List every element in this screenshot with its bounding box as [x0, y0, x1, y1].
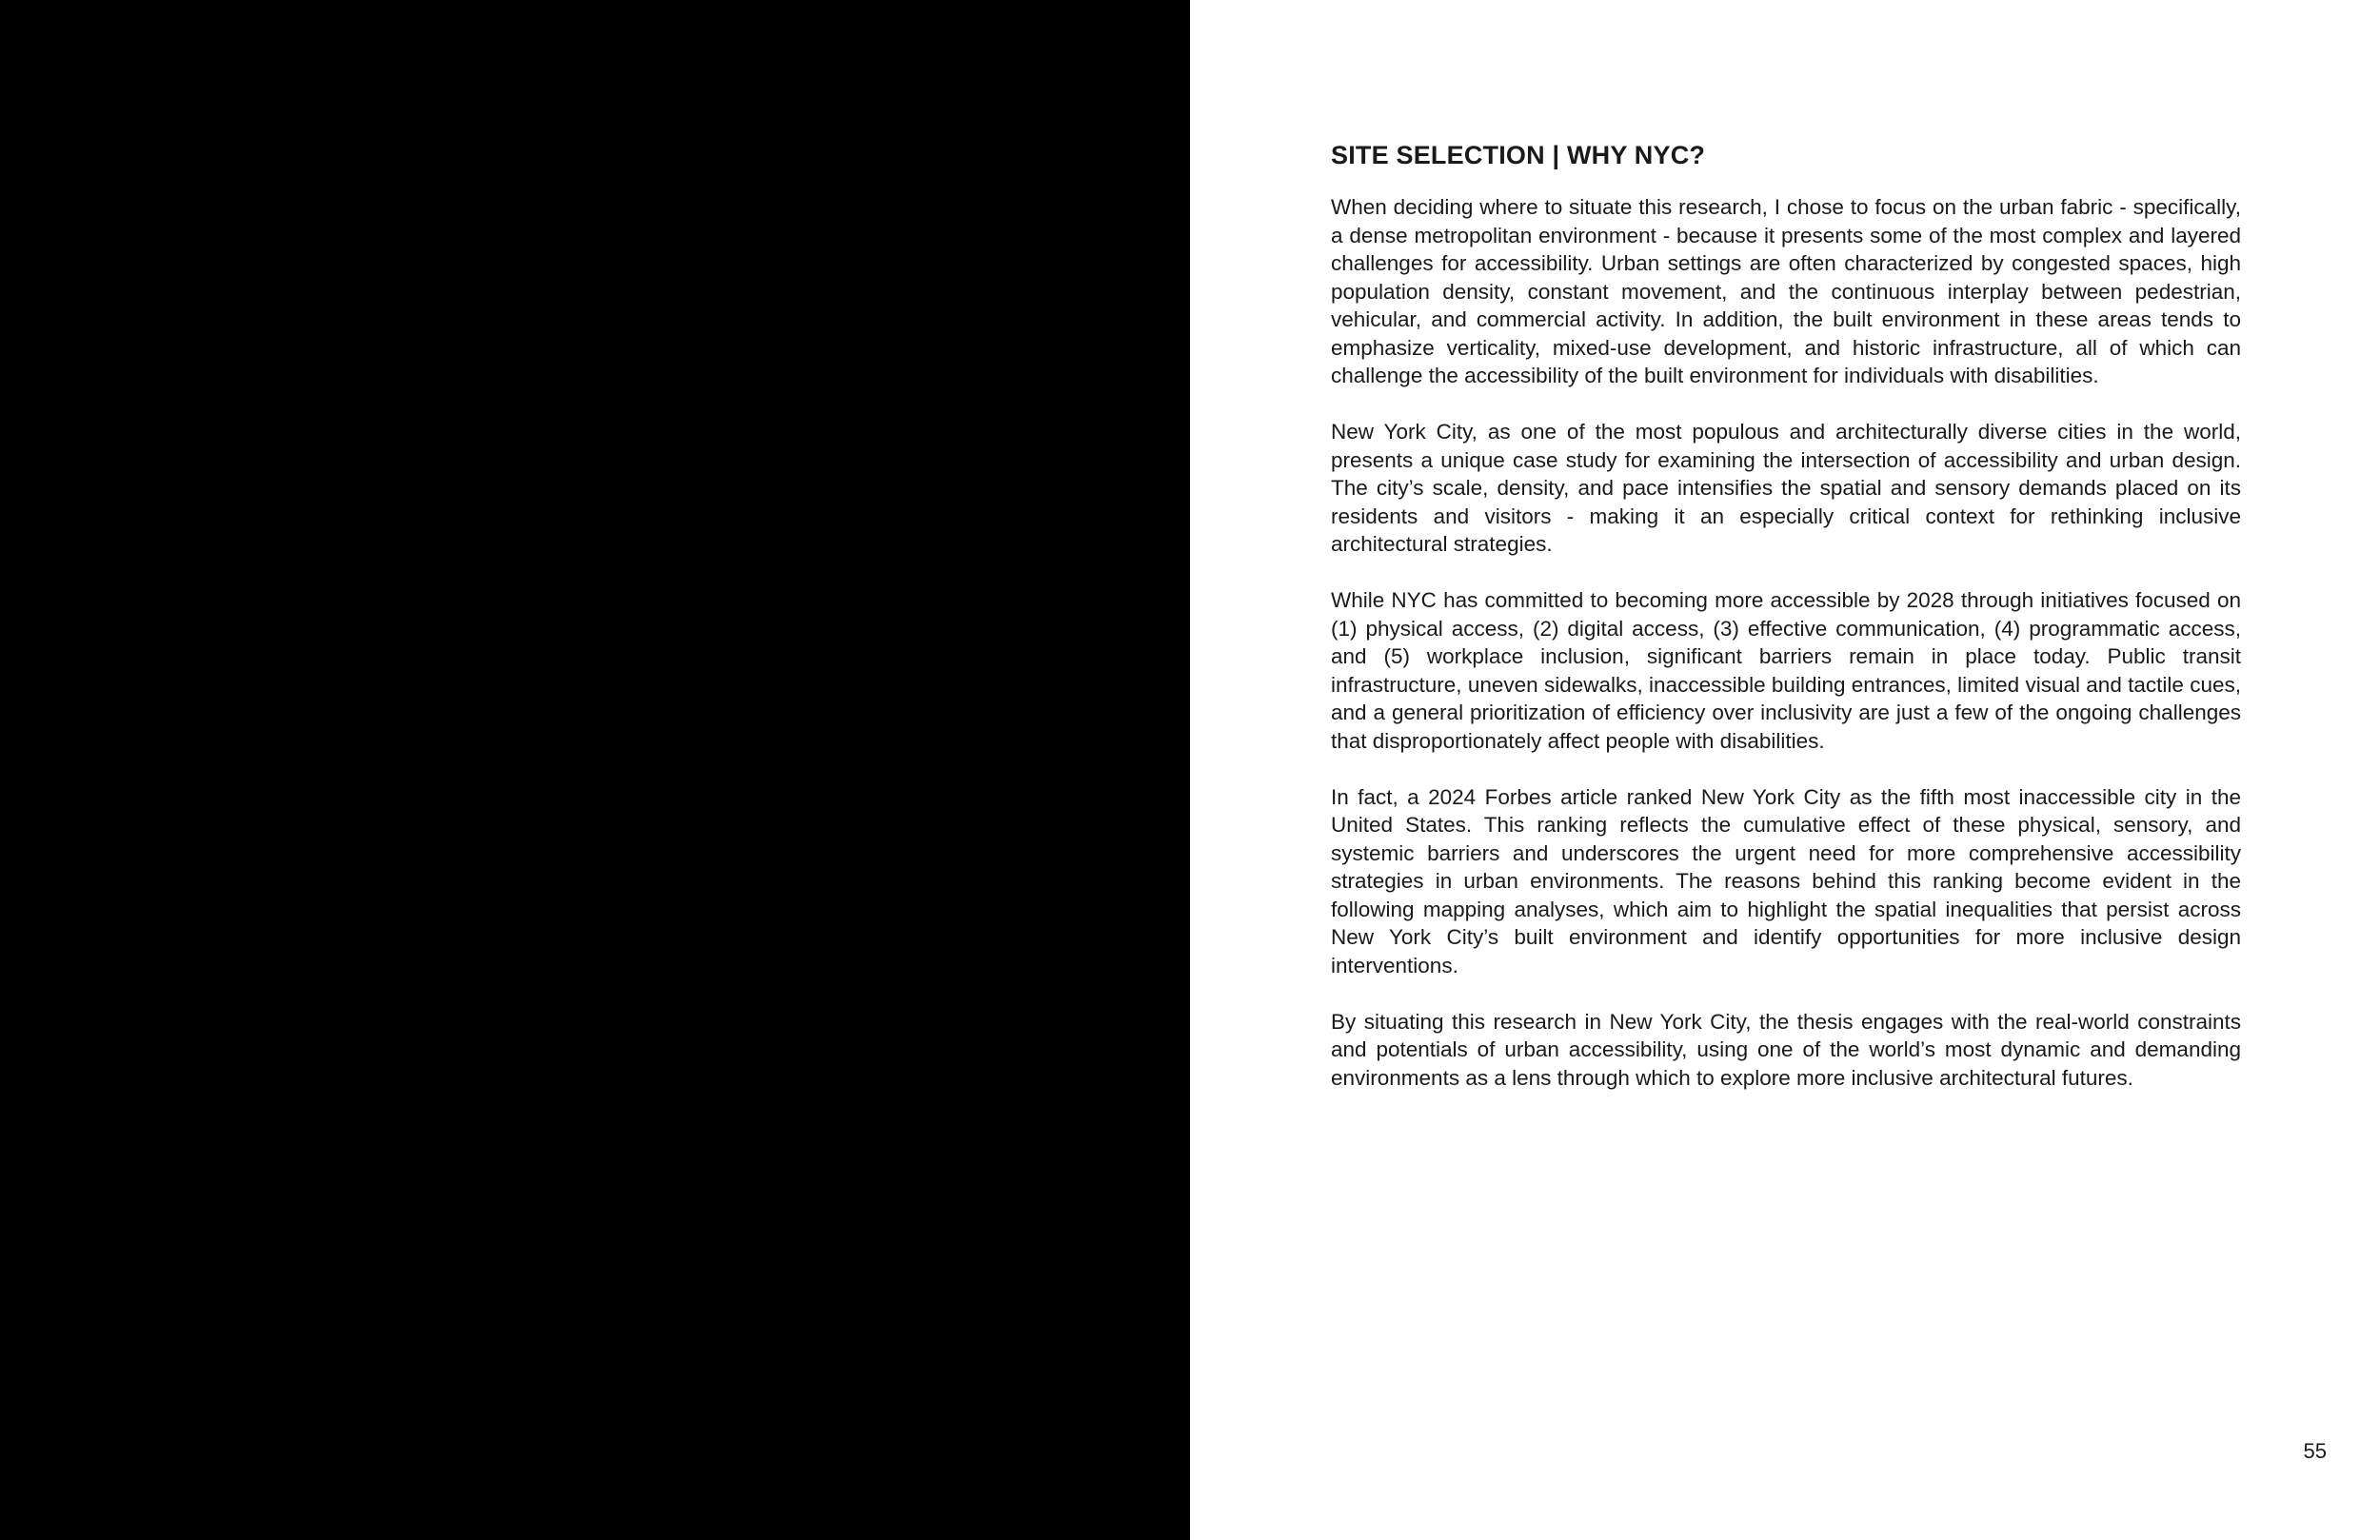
page-content [1331, 141, 2241, 1120]
paragraph-nyc-case-study: New York City, as one of the most populous and architecturally diverse cities in the world, presents a unique case study for examining the intersection of accessibility and urban design. The city’s scale, density, and pace intensifies the spatial and sensory demands placed on its residents and visitors - making it an especially critical context for rethinking inclusive architectural strategies. [1331, 420, 2241, 556]
page-number: 55 [2303, 1439, 2327, 1463]
paragraph-conclusion: By situating this research in New York City, the thesis engages with the real-world constraints and potentials of urban accessibility, using one of the world’s most dynamic and demanding environments as a lens through which to explore more inclusive architectural futures. [1331, 1009, 2241, 1090]
paragraph-urban-fabric: When deciding where to situate this research, I chose to focus on the urban fabric - specifically, a dense metropolitan environment - because it presents some of the most complex and layered challenges for accessibility. Urban settings are often characterized by congested spaces, high population density, constant movement, and the continuous interplay between pedestrian, vehicular, and commercial activity. In addition, the built environment in these areas tends to emphasize verticality, mixed-use development, and historic infrastructure, all of which can challenge the accessibility of the built environment for individuals with disabilities. [1331, 195, 2241, 387]
paragraph-nyc-initiatives: While NYC has committed to becoming more accessible by 2028 through initiatives focused on (1) physical access, (2) digital access, (3) effective communication, (4) programmatic access, and (5) workplace inclusion, significant barriers remain in place today. Public transit infrastructure, uneven sidewalks, inaccessible building entrances, limited visual and tactile cues, and a general prioritization of efficiency over inclusivity are just a few of the ongoing challenges that disproportionately affect people with disabilities. [1331, 588, 2241, 753]
text-right-page [1190, 0, 2380, 1540]
paragraph-forbes-ranking: In fact, a 2024 Forbes article ranked New York City as the fifth most inaccessible city in the United States. This ranking reflects the cumulative effect of these physical, sensory, and systemic barriers and underscores the urgent need for more comprehensive accessibility strategies in urban environments. The reasons behind this ranking become evident in the following mapping analyses, which aim to highlight the spatial inequalities that persist across New York City’s built environment and identify opportunities for more inclusive design interventions. [1331, 784, 2241, 977]
page-title: SITE SELECTION | WHY NYC? [1331, 141, 1706, 169]
